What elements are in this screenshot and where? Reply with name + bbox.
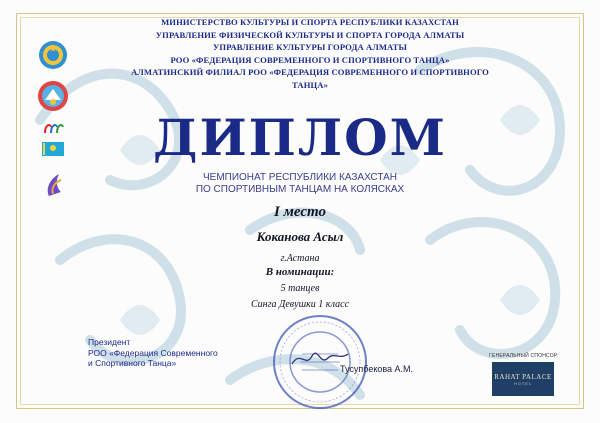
president-title: [88, 337, 228, 369]
championship-line: ПО СПОРТИВНЫМ ТАНЦАМ НА КОЛЯСКАХ: [195, 184, 405, 195]
almaty-emblem-icon: [37, 80, 69, 112]
issuer-header: [130, 16, 490, 91]
sponsor-subname: HOTEL: [513, 381, 533, 386]
nomination-dances: 5 танцев: [280, 283, 320, 294]
sponsor-name: RAHAT PALACE: [494, 373, 552, 381]
signatory-name: Тусупбекова А.М.: [340, 364, 414, 374]
championship-name: [150, 172, 450, 196]
header-line: УПРАВЛЕНИЕ ФИЗИЧЕСКОЙ КУЛЬТУРЫ И СПОРТА ГОРОДА АЛМАТЫ: [155, 29, 465, 40]
nomination-label: В номинации:: [265, 266, 335, 278]
dance-federation-logo-icon: [43, 170, 65, 200]
diploma-title: ДИПЛОМ: [152, 108, 448, 167]
award-place: I место: [274, 204, 326, 220]
recipient-city: г.Астана: [280, 253, 320, 264]
championship-line: ЧЕМПИОНАТ РЕСПУБЛИКИ КАЗАХСТАН: [202, 172, 397, 183]
nomination-category: Синга Девушки 1 класс: [250, 299, 350, 310]
president-line: РОО «Федерация Современного: [88, 347, 218, 358]
kazakhstan-emblem-icon: [38, 40, 68, 70]
kazakhstan-flag-icon: [42, 142, 64, 156]
recipient-name: Коканова Асыл: [256, 229, 344, 244]
header-line: АЛМАТИНСКИЙ ФИЛИАЛ РОО «ФЕДЕРАЦИЯ СОВРЕМЕННОГО И СПОРТИВНОГО ТАНЦА»: [131, 67, 489, 90]
paralympic-logo-icon: [42, 121, 64, 137]
sponsor-label: ГЕНЕРАЛЬНЫЙ СПОНСОР:: [489, 353, 559, 359]
president-line: и Спортивного Танца»: [88, 358, 177, 368]
header-line: УПРАВЛЕНИЕ КУЛЬТУРЫ ГОРОДА АЛМАТЫ: [213, 42, 407, 52]
header-line: МИНИСТЕРСТВО КУЛЬТУРЫ И СПОРТА РЕСПУБЛИКИ КАЗАХСТАН: [161, 17, 459, 27]
president-line: Президент: [88, 337, 131, 347]
sponsor-logo-icon: [492, 362, 554, 396]
header-line: РОО «ФЕДЕРАЦИЯ СОВРЕМЕННОГО И СПОРТИВНОГО ТАНЦА»: [170, 54, 450, 65]
